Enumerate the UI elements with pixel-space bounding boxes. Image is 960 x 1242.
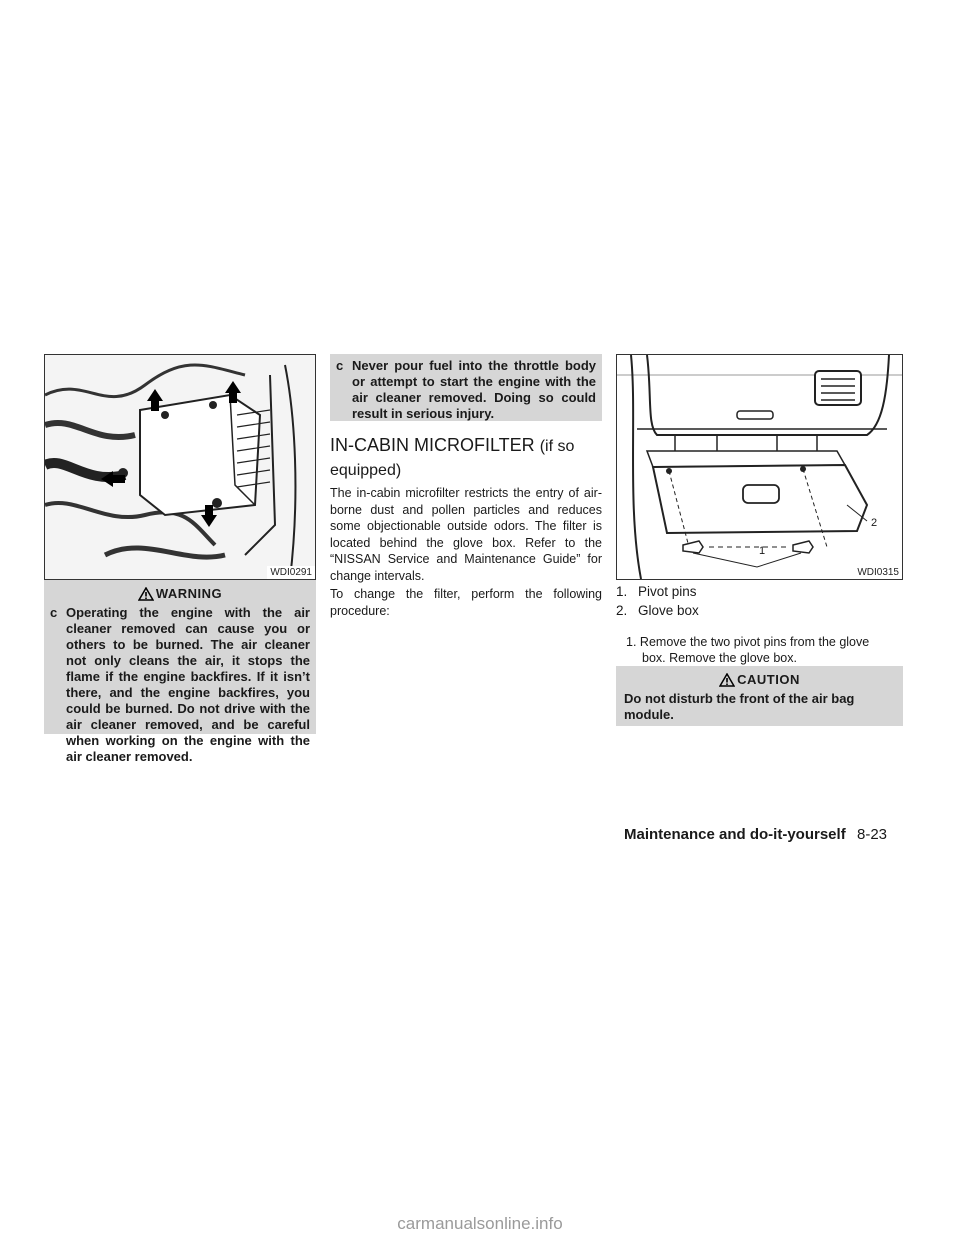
warning-bullet bbox=[44, 605, 316, 765]
figure-code: WDI0315 bbox=[854, 566, 902, 579]
page-number: 8-23 bbox=[857, 826, 888, 843]
watermark: carmanualsonline.info bbox=[397, 1214, 563, 1233]
footer-section-name: Maintenance and do-it-yourself bbox=[624, 826, 846, 843]
warning-triangle-icon bbox=[719, 673, 735, 687]
callout-1: 1 bbox=[759, 545, 766, 557]
caution-box bbox=[616, 666, 903, 726]
caution-text: Do not disturb the front of the air bag module. bbox=[624, 691, 855, 722]
engine-air-cleaner-figure bbox=[44, 354, 316, 580]
warning-box bbox=[44, 580, 316, 764]
warning-heading: WARNING bbox=[44, 580, 316, 605]
body-paragraph: The in-cabin microfilter restricts the entry of air-borne dust and pollen particles and reduces some objectionable outside odors. The filter is located behind the glove box. Refer to the “NISSAN Service and Maintenance Guide” for change intervals. bbox=[330, 486, 602, 583]
bullet-icon: c bbox=[336, 358, 344, 373]
section-title-suffix: (if so equipped) bbox=[330, 438, 575, 479]
caution-heading: CAUTION bbox=[616, 666, 903, 691]
legend-item: 1. Pivot pins bbox=[616, 584, 697, 599]
glove-box-figure bbox=[616, 354, 903, 580]
body-paragraph: To change the filter, perform the following procedure: bbox=[330, 587, 602, 618]
engine-illustration bbox=[45, 355, 315, 579]
warning-triangle-icon bbox=[138, 587, 154, 601]
procedure-step: 1. Remove the two pivot pins from the glove box. Remove the glove box. bbox=[626, 635, 870, 665]
callout-2: 2 bbox=[871, 517, 878, 529]
figure-code: WDI0291 bbox=[267, 566, 315, 579]
figure-legend bbox=[616, 582, 903, 620]
warning-bullet bbox=[330, 358, 602, 422]
warning-text: Operating the engine with the air cleaner removed can cause you or others to be burned. The air cleaner not only cleans the air, it stops the flame if the engine backfires. If it isn’t there, and the engine backfires, you could be burned. Do not drive with the air cleaner removed, and be careful when working on the engine with the air cleaner removed. bbox=[66, 605, 310, 764]
bullet-icon: c bbox=[50, 605, 58, 620]
legend-item: 2. Glove box bbox=[616, 603, 699, 618]
section-title: IN-CABIN MICROFILTER (if so equipped) bbox=[330, 435, 575, 479]
warning-text: Never pour fuel into the throttle body or attempt to start the engine with the air cleaner removed. Doing so could result in serious injury. bbox=[352, 358, 596, 421]
warning-continued-box bbox=[330, 354, 602, 421]
